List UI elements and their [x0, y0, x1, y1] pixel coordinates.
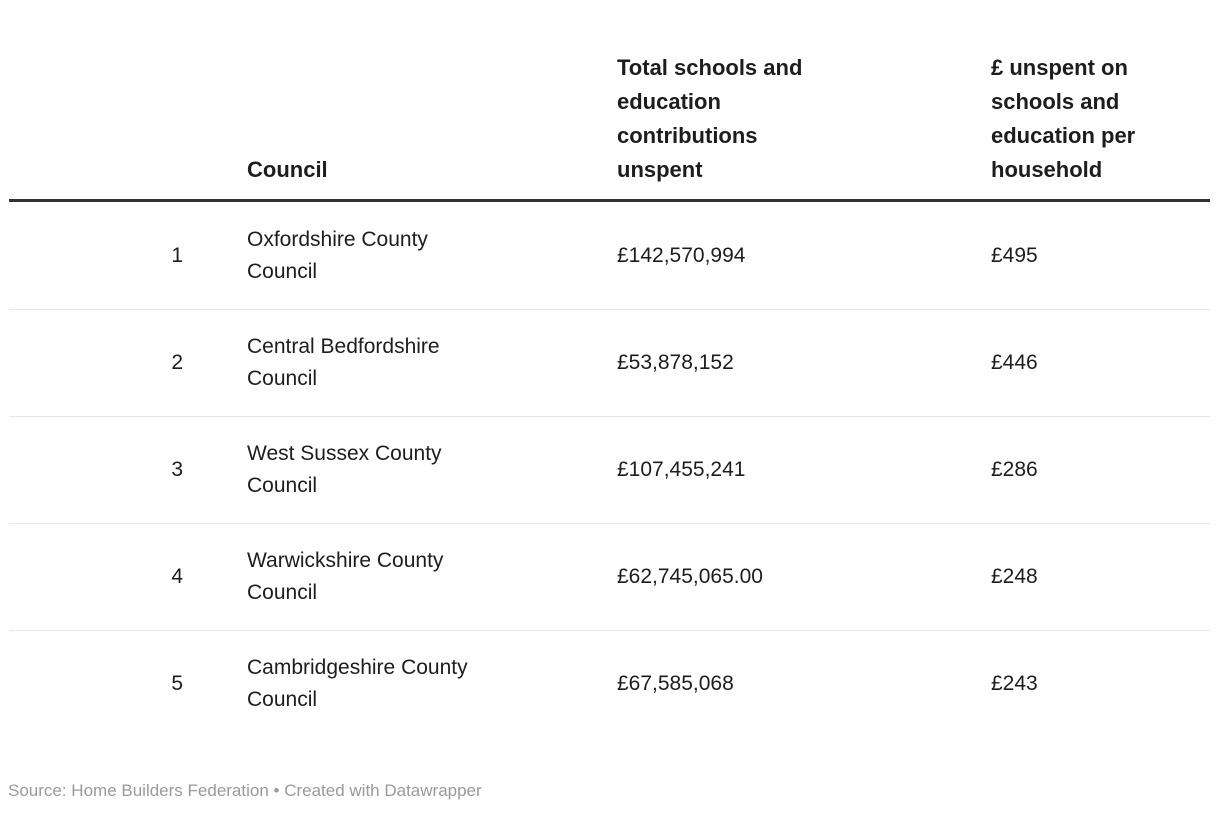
column-header-unspent-per-household: £ unspent on schools and education per household [991, 55, 1136, 182]
council-cell: Cambridgeshire County Council [247, 656, 468, 711]
unspent-per-household-cell: £248 [991, 565, 1038, 588]
unspent-per-household-cell: £286 [991, 458, 1038, 481]
column-header-total-unspent: Total schools and education contributions unspent [617, 55, 803, 182]
total-unspent-cell: £107,455,241 [617, 458, 746, 481]
data-table [9, 0, 1210, 737]
council-cell: Central Bedfordshire Council [247, 335, 440, 390]
rank-cell: 4 [171, 565, 183, 588]
table-header-row [9, 0, 1210, 202]
council-cell: Oxfordshire County Council [247, 227, 428, 283]
table-row [9, 523, 1210, 630]
total-unspent-cell: £62,745,065.00 [617, 565, 763, 588]
table-row [9, 416, 1210, 523]
total-unspent-cell: £142,570,994 [617, 243, 746, 267]
rank-cell: 5 [171, 672, 183, 695]
table-row [9, 202, 1210, 309]
rank-cell: 3 [171, 458, 183, 481]
source-attribution: Source: Home Builders Federation • Created with Datawrapper [8, 781, 482, 800]
unspent-per-household-cell: £495 [991, 243, 1038, 267]
unspent-per-household-cell: £446 [991, 351, 1038, 374]
column-header-council: Council [247, 157, 328, 182]
total-unspent-cell: £67,585,068 [617, 672, 734, 695]
rank-cell: 2 [171, 351, 183, 374]
council-cell: Warwickshire County Council [247, 549, 444, 604]
table-row [9, 630, 1210, 737]
table-row [9, 309, 1210, 416]
council-cell: West Sussex County Council [247, 442, 442, 497]
unspent-per-household-cell: £243 [991, 672, 1038, 695]
total-unspent-cell: £53,878,152 [617, 351, 734, 374]
rank-cell: 1 [171, 243, 183, 267]
